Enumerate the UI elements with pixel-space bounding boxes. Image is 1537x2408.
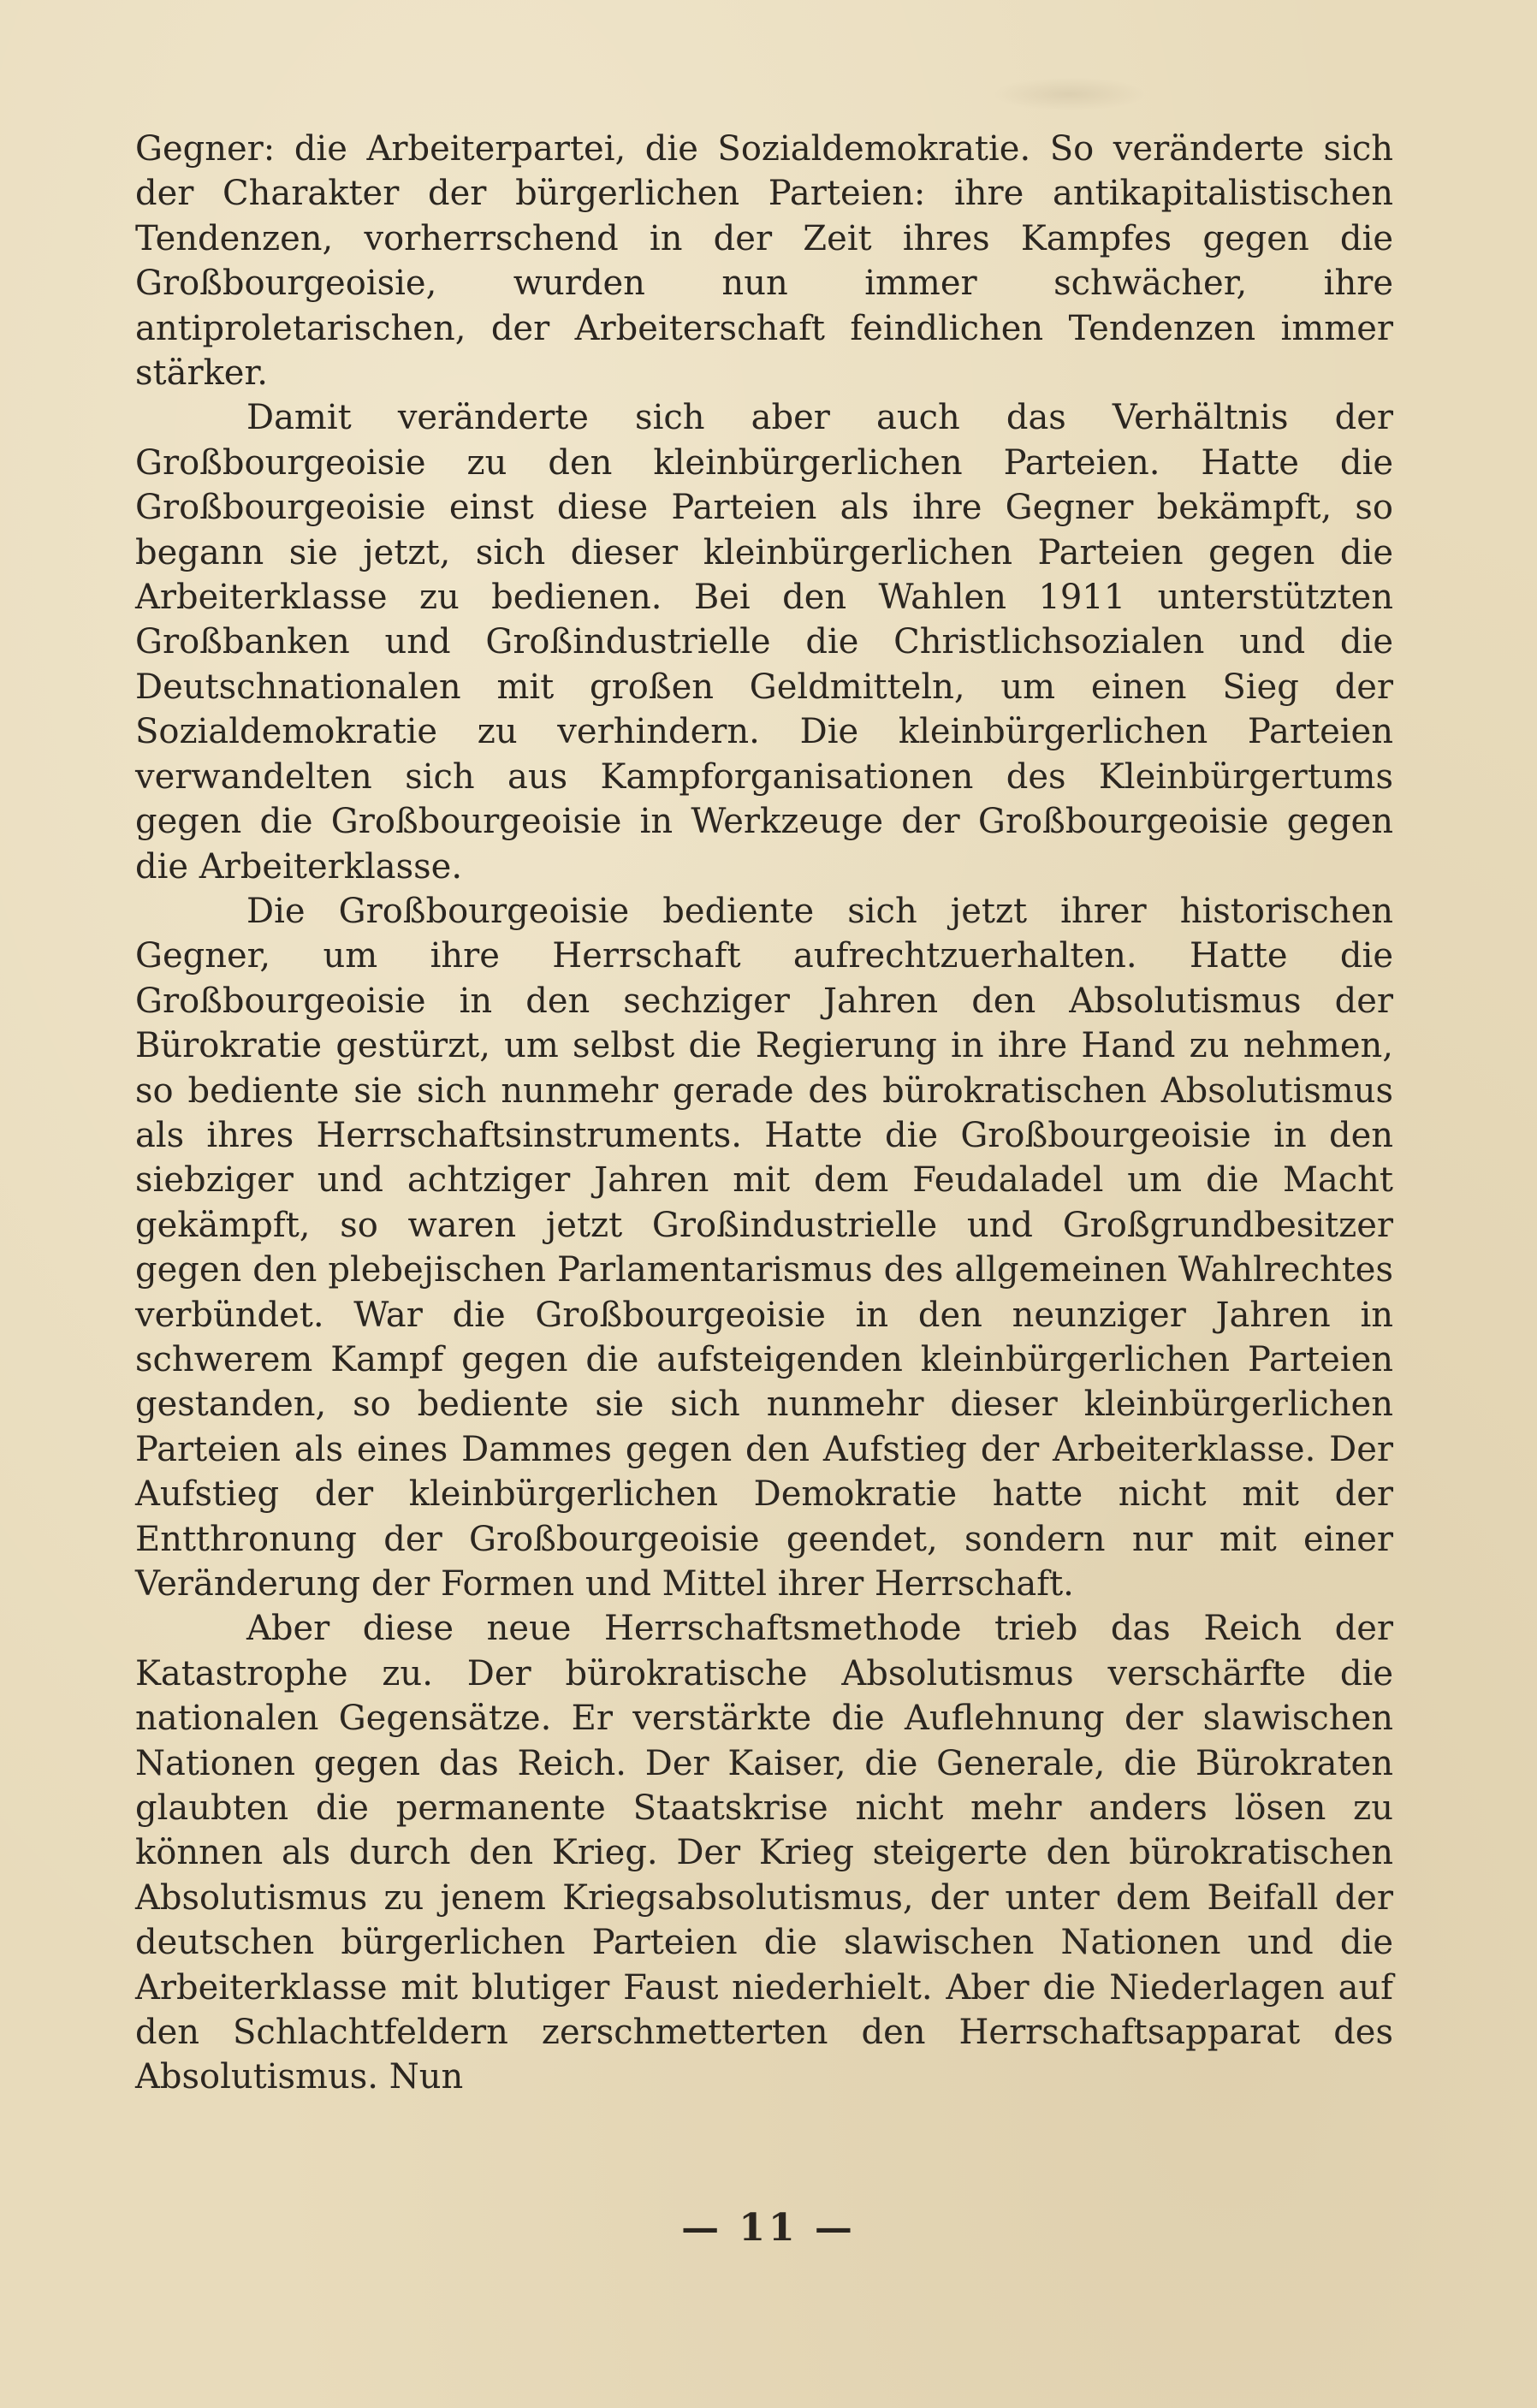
page-number: — 11 —: [681, 2206, 856, 2250]
paragraph-4: Aber diese neue Herrschaftsmethode trieb das Reich der Katastrophe zu. Der bürokratische Absolutismus verschärfte die nationalen Gegensätze. Er verstärkte die Auflehnung der slawischen Nationen gegen das Reich. Der Kaiser, die Generale, die Bürokraten glaubten die permanente Staatskrise nicht mehr anders lösen zu können als durch den Krieg. Der Krieg steigerte den bürokratischen Absolutismus zu jenem Kriegsabsolutismus, der unter dem Beifall der deutschen bürgerlichen Parteien die slawischen Nationen und die Arbeiterklasse mit blutiger Faust niederhielt. Aber die Niederlagen auf den Schlachtfeldern zerschmetterten den Herrschaftsapparat des Absolutismus. Nun: [135, 1609, 1393, 2097]
paragraph-2: Damit veränderte sich aber auch das Verhältnis der Großbourgeoisie zu den kleinbürgerlichen Parteien. Hatte die Großbourgeoisie einst diese Parteien als ihre Gegner bekämpft, so begann sie jetzt, sich dieser kleinbürgerlichen Parteien gegen die Arbeiterklasse zu bedienen. Bei den Wahlen 1911 unterstützten Großbanken und Großindustrielle die Christlichsozialen und die Deutschnationalen mit großen Geldmitteln, um einen Sieg der Sozialdemokratie zu verhindern. Die kleinbürgerlichen Parteien verwandelten sich aus Kampforganisationen des Kleinbürgertums gegen die Großbourgeoisie in Werkzeuge der Großbourgeoisie gegen die Arbeiterklasse.: [135, 398, 1393, 887]
paragraph-1: Gegner: die Arbeiterpartei, die Sozialdemokratie. So veränderte sich der Charakter der bürgerlichen Parteien: ihre antikapitalistischen Tendenzen, vorherrschend in der Zeit ihres Kampfes gegen die Großbourgeoisie, wurden nun immer schwächer, ihre antiproletarischen, der Arbeiterschaft feindlichen Tendenzen immer stärker.: [135, 129, 1393, 394]
body-text: [135, 127, 1393, 2100]
paper-smudge: [993, 77, 1147, 111]
paragraph-3: Die Großbourgeoisie bediente sich jetzt ihrer historischen Gegner, um ihre Herrschaft aufrechtzuerhalten. Hatte die Großbourgeoisie in den sechziger Jahren den Absolutismus der Bürokratie gestürzt, um selbst die Regierung in ihre Hand zu nehmen, so bediente sie sich nunmehr gerade des bürokratischen Absolutismus als ihres Herrschaftsinstruments. Hatte die Großbourgeoisie in den siebziger und achtziger Jahren mit dem Feudaladel um die Macht gekämpft, so waren jetzt Großindustrielle und Großgrundbesitzer gegen den plebejischen Parlamentarismus des allgemeinen Wahlrechtes verbündet. War die Großbourgeoisie in den neunziger Jahren in schwerem Kampf gegen die aufsteigenden kleinbürgerlichen Parteien gestanden, so bediente sie sich nunmehr dieser kleinbürgerlichen Parteien als eines Dammes gegen den Aufstieg der Arbeiterklasse. Der Aufstieg der kleinbürgerlichen Demokratie hatte nicht mit der Entthronung der Großbourgeoisie geendet, sondern nur mit einer Veränderung der Formen und Mittel ihrer Herrschaft.: [135, 891, 1393, 1604]
